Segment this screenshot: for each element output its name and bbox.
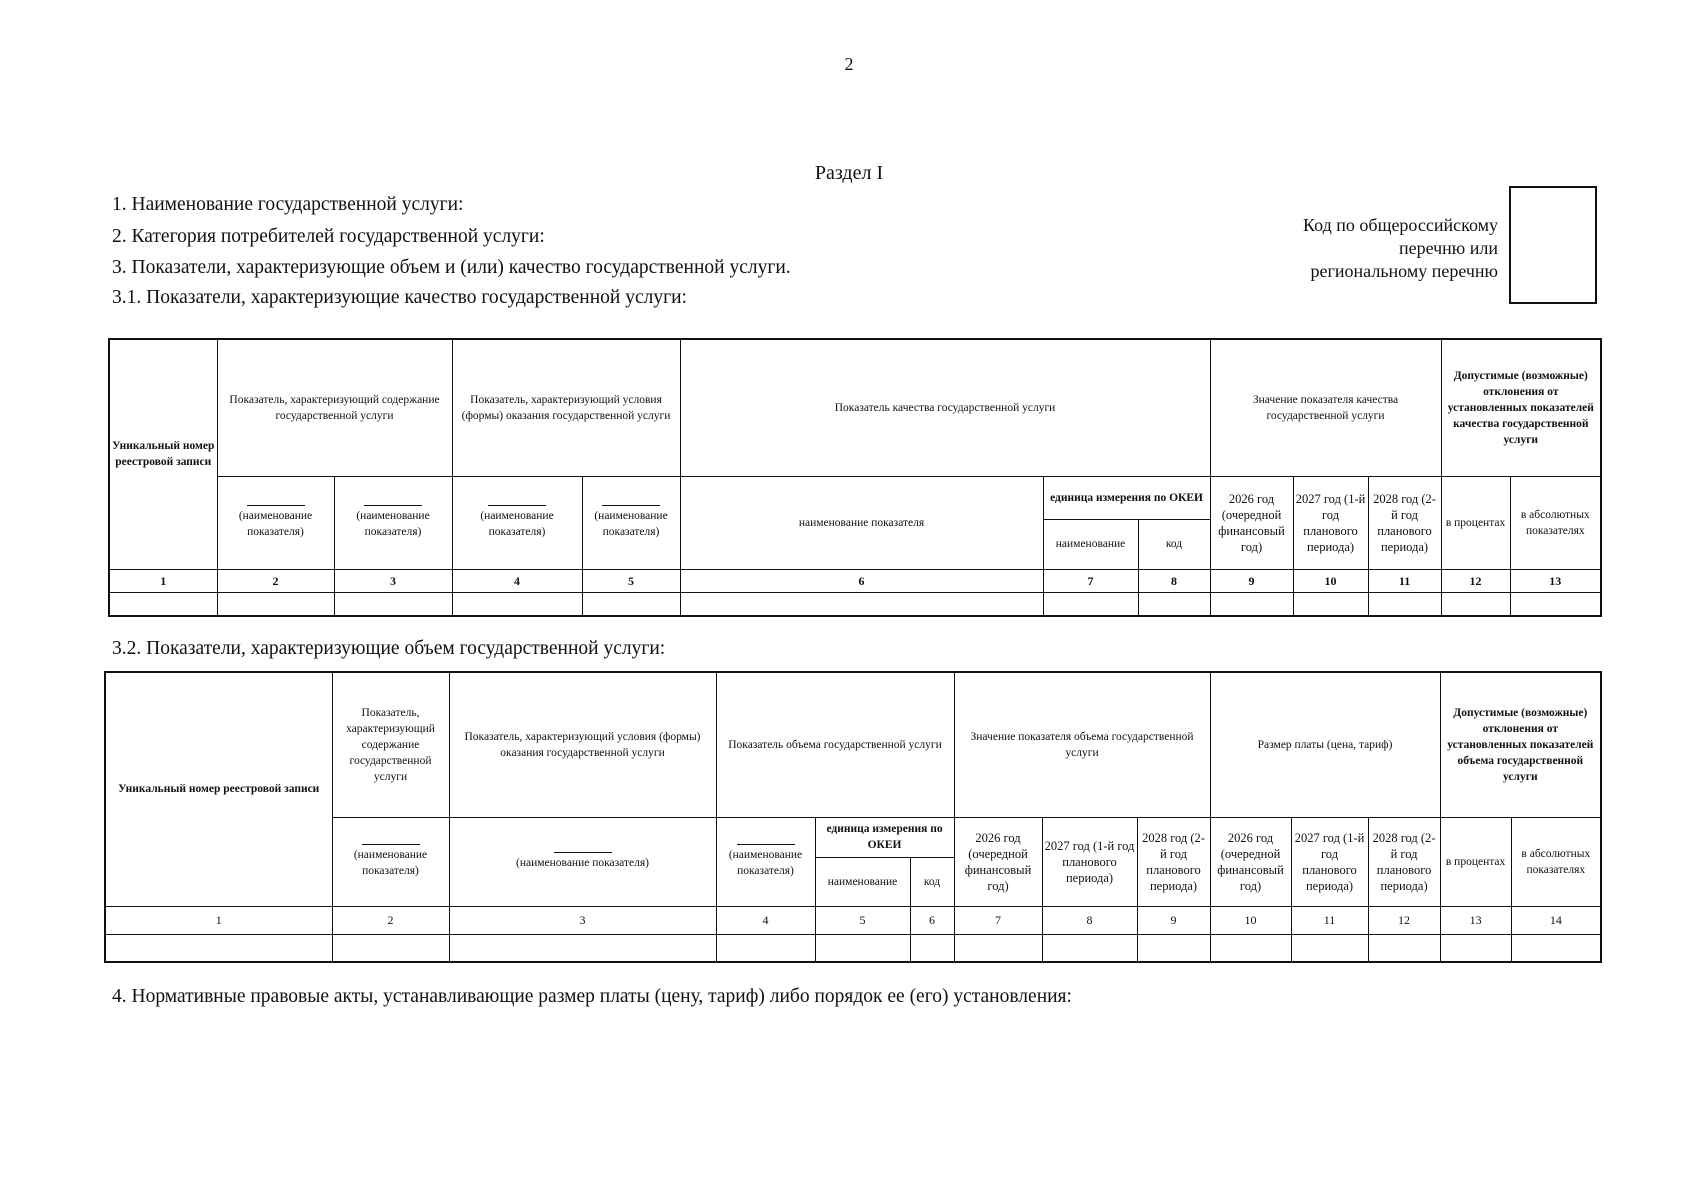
v-col-num: 3 (449, 906, 716, 934)
v-fee-year-2028-header: 2028 год (2-й год планового периода) (1368, 817, 1440, 906)
v-okei-name-header: наименование (815, 857, 910, 906)
v-year-2027-header: 2027 год (1-й год планового периода) (1042, 817, 1137, 906)
q-content-indicator-1[interactable]: (наименование показателя) (217, 476, 334, 569)
v-cell[interactable] (332, 934, 449, 962)
q-cell[interactable] (1138, 592, 1210, 616)
v-cell[interactable] (1210, 934, 1291, 962)
q-col-num: 5 (582, 569, 680, 592)
v-year-2028-header: 2028 год (2-й год планового периода) (1137, 817, 1210, 906)
q-col-num: 11 (1368, 569, 1441, 592)
q-cell[interactable] (109, 592, 217, 616)
v-cell[interactable] (1137, 934, 1210, 962)
v-cell[interactable] (105, 934, 332, 962)
v-cell[interactable] (1042, 934, 1137, 962)
q-cell[interactable] (1293, 592, 1368, 616)
q-deviations-header: Допустимые (возможные) отклонения от установленных показателей качества государственной услуги (1441, 339, 1601, 476)
v-col-num: 5 (815, 906, 910, 934)
q-okei-code-header: код (1138, 519, 1210, 569)
v-cell[interactable] (1440, 934, 1511, 962)
v-volume-indicator-header: Показатель объема государственной услуги (716, 672, 954, 817)
v-col-num: 9 (1137, 906, 1210, 934)
v-col-num: 2 (332, 906, 449, 934)
v-volume-indicator-name[interactable]: (наименование показателя) (716, 817, 815, 906)
q-cell[interactable] (1441, 592, 1510, 616)
q-col-num: 12 (1441, 569, 1510, 592)
q-cell[interactable] (217, 592, 334, 616)
registry-code-label-line3: региональному перечню (1310, 261, 1498, 281)
v-col-num: 6 (910, 906, 954, 934)
q-quality-indicator-header: Показатель качества государственной услуги (680, 339, 1210, 476)
q-col-num: 2 (217, 569, 334, 592)
q-col-num: 9 (1210, 569, 1293, 592)
q-okei-unit-header: единица измерения по ОКЕИ (1043, 476, 1210, 519)
v-in-percent-header: в процентах (1440, 817, 1511, 906)
quality-indicators-heading: 3.1. Показатели, характеризующие качество государственной услуги: (112, 287, 687, 308)
v-okei-code-header: код (910, 857, 954, 906)
v-year-2026-header: 2026 год (очередной финансовый год) (954, 817, 1042, 906)
q-cell[interactable] (1368, 592, 1441, 616)
service-name-line: 1. Наименование государственной услуги: (112, 194, 464, 215)
v-cell[interactable] (716, 934, 815, 962)
v-deviations-header: Допустимые (возможные) отклонения от установленных показателей объема государственной услуги (1440, 672, 1601, 817)
page-number: 2 (844, 54, 854, 74)
q-cell[interactable] (334, 592, 452, 616)
consumer-category-line: 2. Категория потребителей государственной услуги: (112, 226, 545, 247)
q-content-indicator-header: Показатель, характеризующий содержание государственной услуги (217, 339, 452, 476)
q-cell[interactable] (452, 592, 582, 616)
volume-indicators-heading: 3.2. Показатели, характеризующие объем государственной услуги: (112, 638, 666, 659)
v-col-num: 10 (1210, 906, 1291, 934)
q-year-2027-header: 2027 год (1-й год планового периода) (1293, 476, 1368, 569)
v-cell[interactable] (1511, 934, 1601, 962)
q-unique-number-header: Уникальный номер реестровой записи (109, 339, 217, 569)
q-year-2026-header: 2026 год (очередной финансовый год) (1210, 476, 1293, 569)
q-indicator-name-header: наименование показателя (680, 476, 1043, 569)
v-col-num: 8 (1042, 906, 1137, 934)
v-unique-number-header: Уникальный номер реестровой записи (105, 672, 332, 906)
q-okei-name-header: наименование (1043, 519, 1138, 569)
q-cell[interactable] (582, 592, 680, 616)
v-content-indicator-1[interactable]: (наименование показателя) (332, 817, 449, 906)
v-col-num: 4 (716, 906, 815, 934)
quality-indicators-table (108, 338, 1602, 617)
v-cell[interactable] (910, 934, 954, 962)
q-col-num: 6 (680, 569, 1043, 592)
q-quality-value-header: Значение показателя качества государственной услуги (1210, 339, 1441, 476)
registry-code-box[interactable] (1509, 186, 1597, 304)
v-conditions-indicator-header: Показатель, характеризующий условия (формы) оказания государственной услуги (449, 672, 716, 817)
registry-code-label-line2: перечню или (1398, 238, 1498, 258)
q-col-num: 3 (334, 569, 452, 592)
q-conditions-indicator-2[interactable]: (наименование показателя) (582, 476, 680, 569)
v-cell[interactable] (449, 934, 716, 962)
q-col-num: 8 (1138, 569, 1210, 592)
q-cell[interactable] (1210, 592, 1293, 616)
v-cell[interactable] (815, 934, 910, 962)
v-in-absolute-header: в абсолютных показателях (1511, 817, 1601, 906)
indicators-line: 3. Показатели, характеризующие объем и (или) качество государственной услуги. (112, 257, 791, 278)
q-data-row (109, 592, 1601, 616)
v-cell[interactable] (1291, 934, 1368, 962)
v-col-num: 1 (105, 906, 332, 934)
volume-indicators-table (104, 671, 1602, 963)
v-col-num: 11 (1291, 906, 1368, 934)
registry-code-label-line1: Код по общероссийскому (1303, 215, 1498, 235)
q-col-num: 4 (452, 569, 582, 592)
v-cell[interactable] (1368, 934, 1440, 962)
q-column-numbers-row (109, 569, 1601, 592)
q-cell[interactable] (680, 592, 1043, 616)
q-col-num: 1 (109, 569, 217, 592)
q-in-absolute-header: в абсолютных показателях (1510, 476, 1601, 569)
v-fee-size-header: Размер платы (цена, тариф) (1210, 672, 1440, 817)
q-col-num: 10 (1293, 569, 1368, 592)
v-col-num: 13 (1440, 906, 1511, 934)
v-content-indicator-header: Показатель, характеризующий содержание государственной услуги (332, 672, 449, 817)
q-content-indicator-2[interactable]: (наименование показателя) (334, 476, 452, 569)
q-in-percent-header: в процентах (1441, 476, 1510, 569)
q-year-2028-header: 2028 год (2-й год планового периода) (1368, 476, 1441, 569)
v-fee-year-2027-header: 2027 год (1-й год планового периода) (1291, 817, 1368, 906)
q-cell[interactable] (1043, 592, 1138, 616)
q-conditions-indicator-header: Показатель, характеризующий условия (формы) оказания государственной услуги (452, 339, 680, 476)
v-col-num: 12 (1368, 906, 1440, 934)
v-fee-year-2026-header: 2026 год (очередной финансовый год) (1210, 817, 1291, 906)
registry-code-label (1270, 214, 1498, 283)
v-cell[interactable] (954, 934, 1042, 962)
v-volume-value-header: Значение показателя объема государственной услуги (954, 672, 1210, 817)
q-cell[interactable] (1510, 592, 1601, 616)
v-conditions-indicator-1[interactable]: (наименование показателя) (449, 817, 716, 906)
q-col-num: 7 (1043, 569, 1138, 592)
v-col-num: 14 (1511, 906, 1601, 934)
v-okei-unit-header: единица измерения по ОКЕИ (815, 817, 954, 857)
q-conditions-indicator-1[interactable]: (наименование показателя) (452, 476, 582, 569)
v-col-num: 7 (954, 906, 1042, 934)
v-column-numbers-row (105, 906, 1601, 934)
q-col-num: 13 (1510, 569, 1601, 592)
section-title: Раздел I (814, 162, 884, 184)
v-data-row (105, 934, 1601, 962)
legal-acts-heading: 4. Нормативные правовые акты, устанавливающие размер платы (цену, тариф) либо порядок ее (его) установления: (112, 986, 1072, 1007)
